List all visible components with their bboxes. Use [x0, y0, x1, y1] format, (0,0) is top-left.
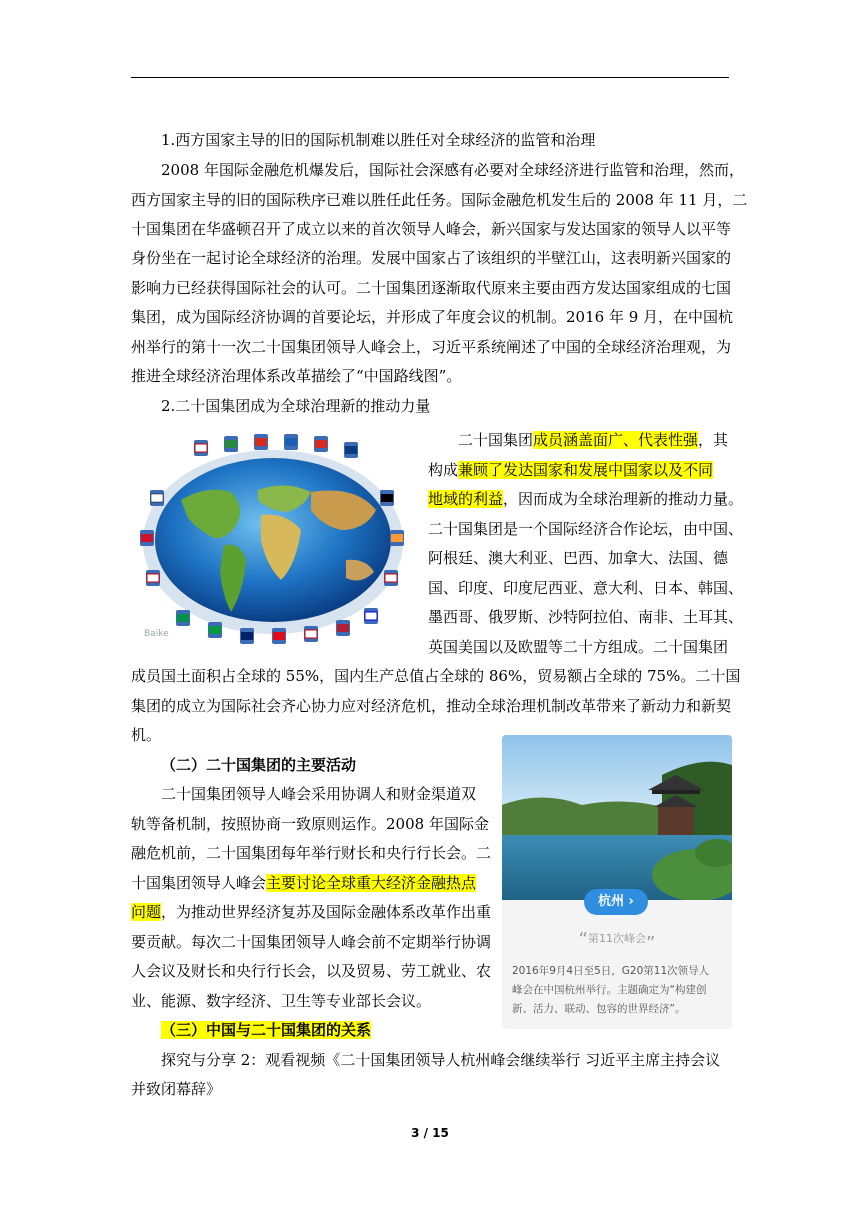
- paragraph-line: 影响力已经获得国际社会的认可。二十国集团逐渐取代原来主要由西方发达国家组成的七国: [131, 279, 732, 297]
- card-description: 2016年9月4日至5日，G20第11次领导人 峰会在中国杭州举行。主题确定为“构建创 新、活力、联动、包容的世界经济”。: [512, 965, 710, 1015]
- paragraph-line: 要贡献。每次二十国集团领导人峰会前不定期举行协调: [131, 933, 492, 951]
- paragraph-line: 十国集团领导人峰会主要讨论全球重大经济金融热点: [131, 874, 477, 892]
- paragraph-line: 集团，成为国际经济协调的首要论坛，并形成了年度会议的机制。2016 年 9 月，在中国杭: [131, 308, 734, 326]
- hangzhou-tag: 杭州 ›: [584, 889, 648, 915]
- chevron-right-icon: ›: [624, 894, 634, 909]
- paragraph-line: 融危机前，二十国集团每年举行财长和央行行长会。二: [131, 844, 492, 862]
- paragraph-line: 2008 年国际金融危机爆发后，国际社会深感有必要对全球经济进行监管和治理，然而，: [161, 161, 744, 179]
- paragraph-line: 二十国集团是一个国际经济合作论坛，由中国、: [428, 520, 744, 538]
- paragraph-line: 推进全球经济治理体系改革描绘了“中国路线图”。: [131, 367, 462, 385]
- paragraph-line: 身份坐在一起讨论全球经济的治理。发展中国家占了该组织的半壁江山，这表明新兴国家的: [131, 249, 732, 267]
- paragraph-line: 西方国家主导的旧的国际秩序已难以胜任此任务。国际金融危机发生后的 2008 年 11 月，二: [131, 191, 748, 209]
- header-rule: [131, 77, 729, 78]
- paragraph-line: 集团的成立为国际社会齐心协力应对经济危机，推动全球治理机制改革带来了新动力和新契: [131, 697, 732, 715]
- hangzhou-card-image: [502, 735, 732, 1029]
- paragraph-line: 二十国集团领导人峰会采用协调人和财金渠道双: [161, 785, 477, 803]
- heading-section-2: （二）二十国集团的主要活动: [161, 756, 357, 774]
- paragraph-line: 问题，为推动世界经济复苏及国际金融体系改革作出重: [131, 903, 492, 921]
- watermark-text: Baike: [144, 629, 169, 639]
- paragraph-line: 轨等备机制，按照协商一致原则运作。2008 年国际金: [131, 815, 489, 833]
- paragraph-line: 构成兼顾了发达国家和发展中国家以及不同: [428, 461, 714, 479]
- paragraph-line: 国、印度、印度尼西亚、意大利、日本、韩国、: [428, 579, 744, 597]
- paragraph-line: 墨西哥、俄罗斯、沙特阿拉伯、南非、土耳其、: [428, 608, 744, 626]
- paragraph-line: 十国集团在华盛顿召开了成立以来的首次领导人峰会，新兴国家与发达国家的领导人以平等: [131, 220, 732, 238]
- paragraph-line: 阿根廷、澳大利亚、巴西、加拿大、法国、德: [428, 549, 729, 567]
- page-number: 3 / 15: [411, 1126, 449, 1140]
- paragraph-line: 英国美国以及欧盟等二十方组成。二十国集团: [428, 638, 729, 656]
- g20-globe-image: [136, 430, 410, 648]
- paragraph-line: 探究与分享 2：观看视频《二十国集团领导人杭州峰会继续举行 习近平主席主持会议: [161, 1051, 721, 1069]
- quote-title: “第11次峰会”: [578, 929, 656, 954]
- paragraph-line: 州举行的第十一次二十国集团领导人峰会上，习近平系统阐述了中国的全球经济治理观，为: [131, 338, 732, 356]
- paragraph-line: 并致闭幕辞》: [131, 1080, 222, 1098]
- quote-close-icon: ”: [646, 933, 656, 954]
- heading-2: 2.二十国集团成为全球治理新的推动力量: [161, 397, 431, 415]
- heading-1: 1.西方国家主导的旧的国际机制难以胜任对全球经济的监管和治理: [161, 131, 596, 149]
- paragraph-line: 二十国集团成员涵盖面广、代表性强，其: [458, 431, 729, 449]
- paragraph-line: 人会议及财长和央行行长会，以及贸易、劳工就业、农: [131, 962, 492, 980]
- paragraph-line: 业、能源、数字经济、卫生等专业部长会议。: [131, 992, 432, 1010]
- paragraph-line: 地域的利益，因而成为全球治理新的推动力量。: [428, 490, 744, 508]
- heading-section-3: （三）中国与二十国集团的关系: [161, 1021, 372, 1039]
- paragraph-line: 机。: [131, 726, 162, 744]
- quote-open-icon: “: [578, 929, 588, 950]
- paragraph-line: 成员国土面积占全球的 55%，国内生产总值占全球的 86%，贸易额占全球的 75%。二十国: [131, 667, 741, 685]
